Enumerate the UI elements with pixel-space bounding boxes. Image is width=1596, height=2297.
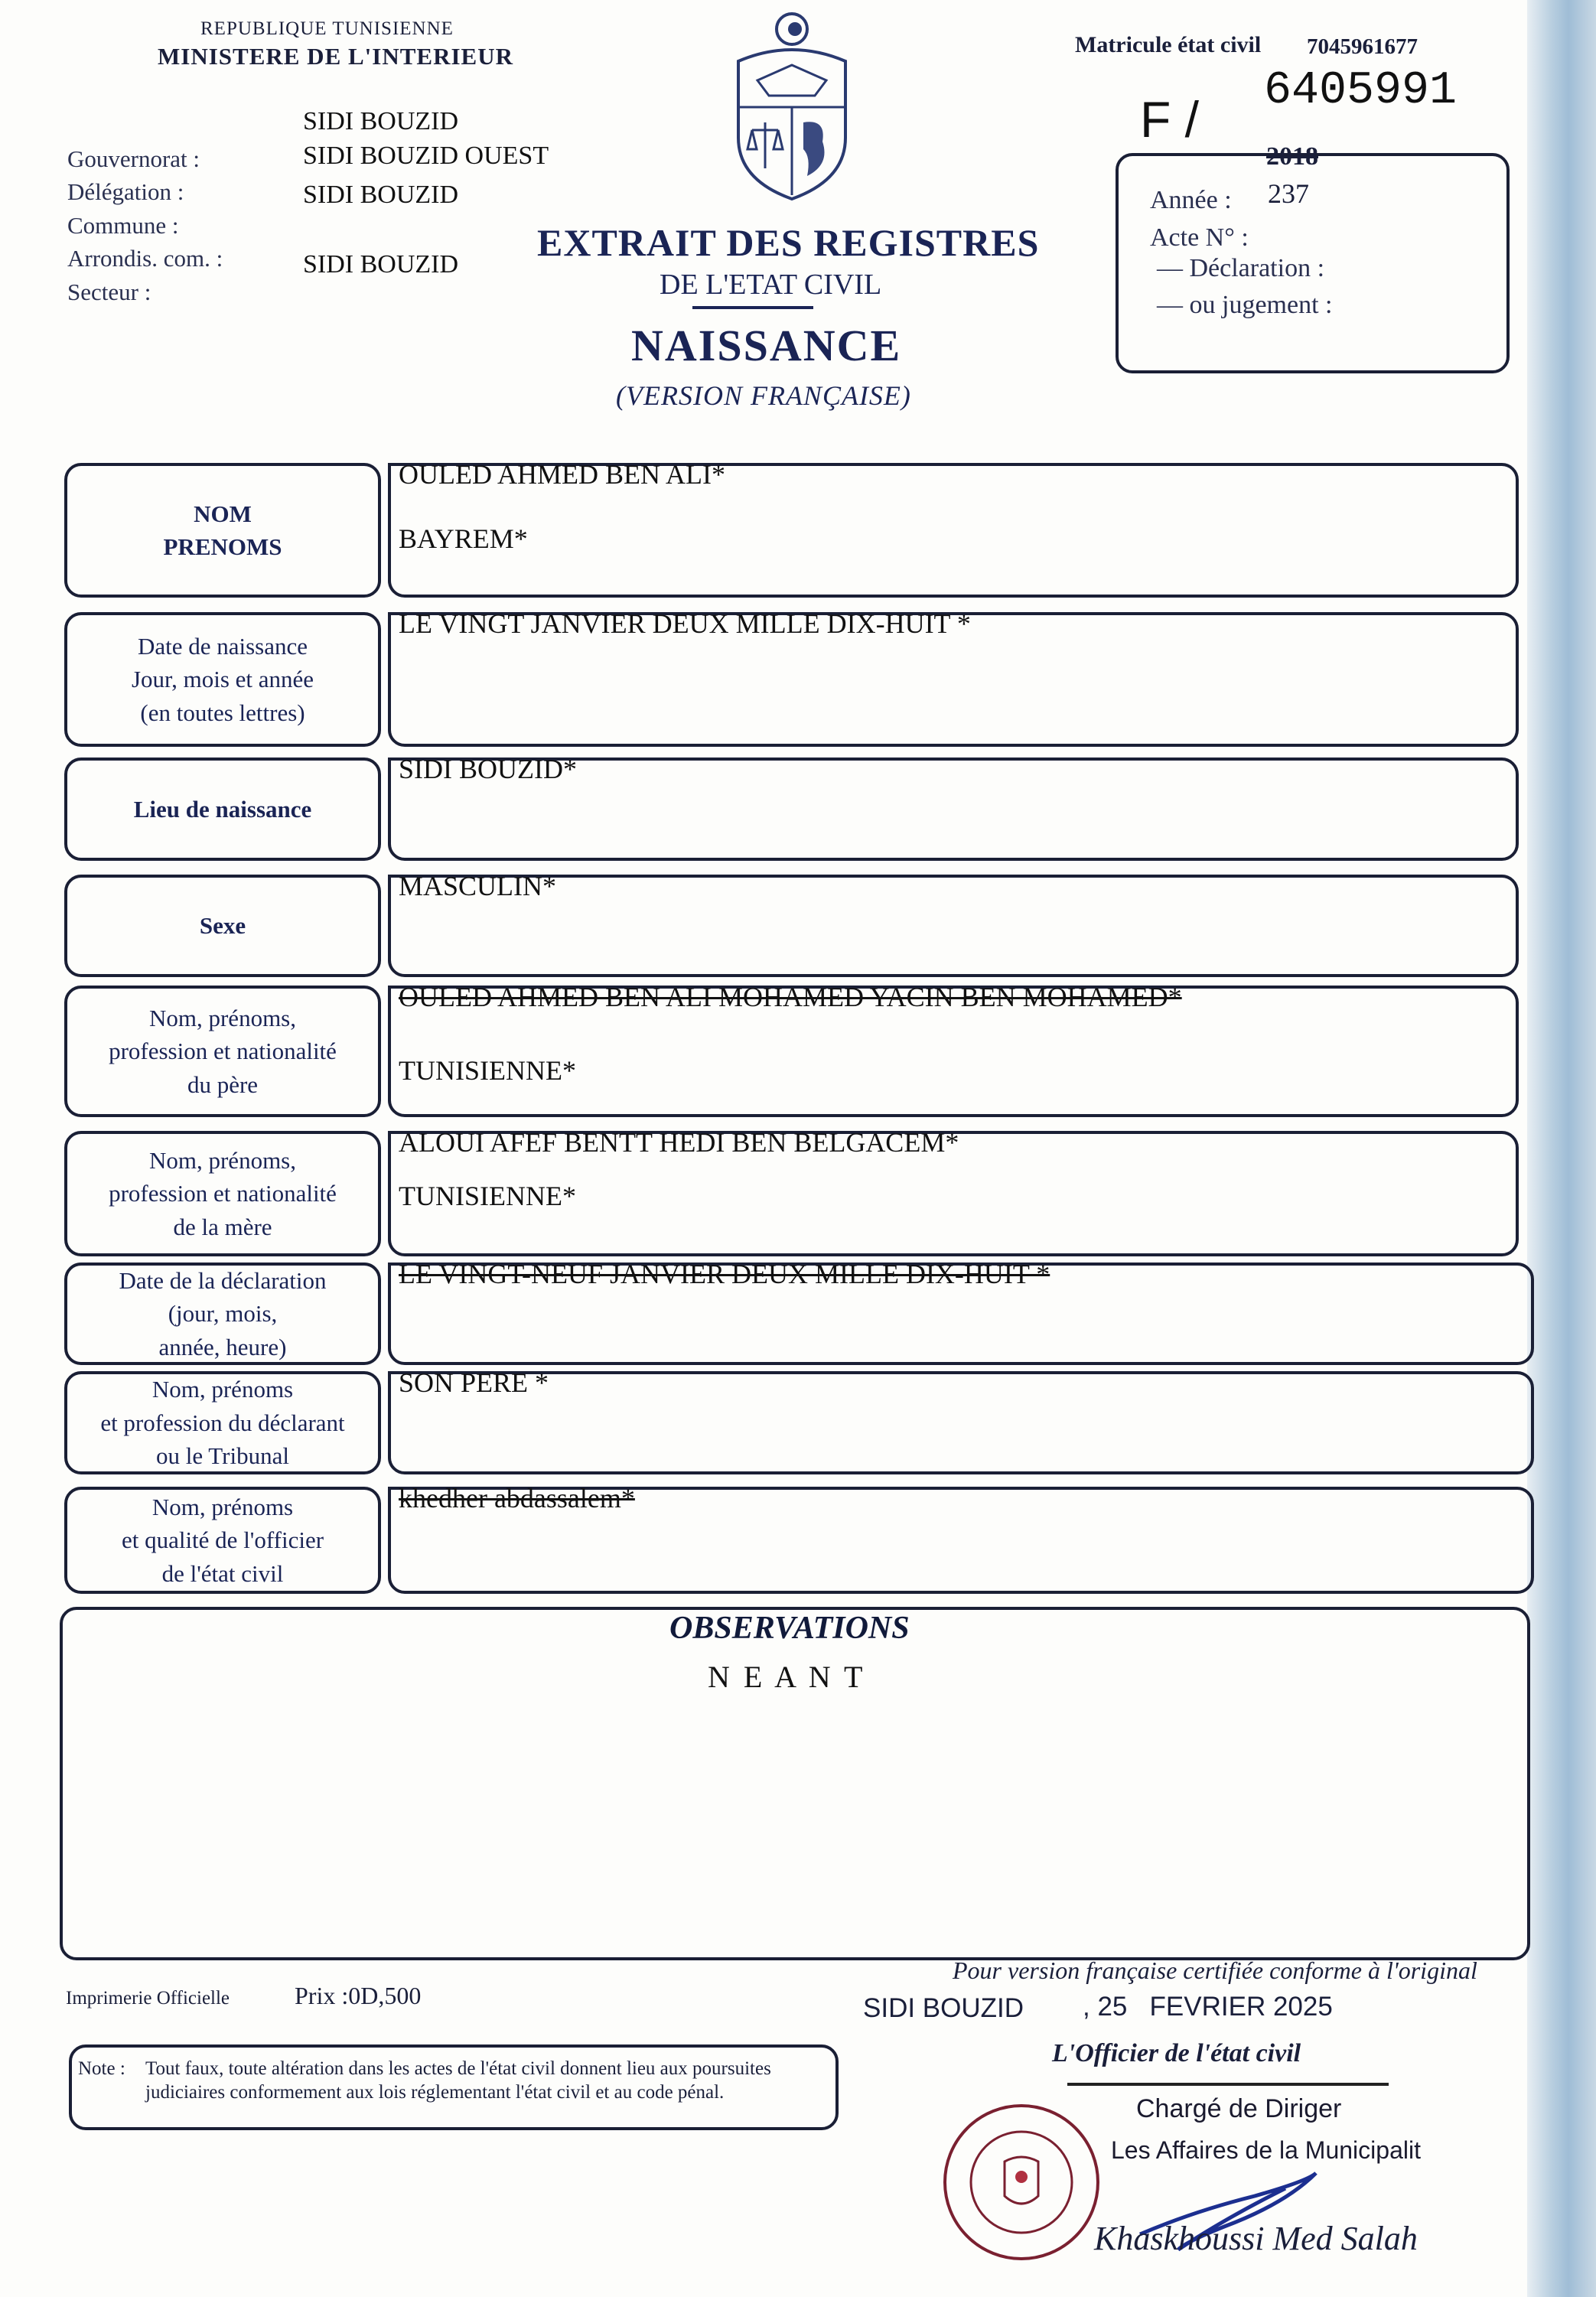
name-label: NOM (194, 500, 252, 527)
coat-of-arms-icon (731, 8, 853, 203)
declaration-date-label: année, heure) (158, 1333, 287, 1360)
date-value: , 25 FEVRIER 2025 (1083, 1992, 1333, 2022)
stamp-name: Khaskhoussi Med Salah (1094, 2220, 1418, 2257)
father-value: TUNISIENNE* (399, 1055, 576, 1086)
birth-place-label-box (64, 758, 381, 861)
declarant-label-box (64, 1371, 381, 1474)
name-label-box (64, 463, 381, 598)
certified-text: Pour version française certifiée conforme à l'original (953, 1957, 1477, 1984)
matricule-value: 7045961677 (1307, 34, 1418, 59)
commune-label: Commune : (67, 212, 179, 239)
officer-label-box (64, 1487, 381, 1594)
mother-value: TUNISIENNE* (399, 1181, 576, 1211)
annee-value: 2018 (1266, 142, 1318, 171)
declarant-label: ou le Tribunal (156, 1442, 289, 1470)
name-value-box (388, 459, 1519, 598)
father-value-box (388, 982, 1519, 1117)
declarant-value: SON PERE * (399, 1367, 549, 1398)
mother-value-box (388, 1127, 1519, 1256)
note-text: Tout faux, toute altération dans les actes de l'état civil donnent lieu aux poursuites judiciaires conformement aux lois réglementant l'état civil et au code pénal. (145, 2058, 771, 2103)
jugement-label: — ou jugement : (1157, 291, 1333, 319)
printer-label: Imprimerie Officielle (66, 1988, 230, 2009)
sex-label-box (64, 875, 381, 977)
stamp-line (1067, 2083, 1389, 2086)
commune-value: SIDI BOUZID (303, 181, 459, 209)
serial-number: 6405991 (1264, 65, 1458, 117)
name-value: BAYREM* (399, 523, 528, 554)
birth-date-value: LE VINGT JANVIER DEUX MILLE DIX-HUIT * (399, 608, 971, 639)
birth-date-label: Date de naissance (137, 632, 308, 660)
declaration-label: — Déclaration : (1157, 254, 1325, 282)
delegation-label: Délégation : (67, 178, 184, 205)
acte-label: Acte N° : (1150, 223, 1249, 252)
sex-value-box (388, 871, 1519, 977)
name-value: OULED AHMED BEN ALI* (399, 459, 725, 490)
officer-title: L'Officier de l'état civil (1052, 2039, 1301, 2067)
declarant-value-box (388, 1367, 1534, 1474)
birth-date-label-box (64, 612, 381, 747)
secteur-label: Secteur : (67, 279, 151, 305)
officer-label: et qualité de l'officier (121, 1526, 324, 1554)
sex-label: Sexe (199, 912, 246, 940)
note-label: Note : (78, 2058, 125, 2079)
paper-edge (1527, 0, 1596, 2297)
name-label: PRENOMS (163, 533, 282, 560)
father-label: Nom, prénoms, (148, 1004, 296, 1031)
title-naissance: NAISSANCE (631, 321, 902, 370)
declaration-date-label: Date de la déclaration (119, 1266, 327, 1294)
matricule-label: Matricule état civil (1075, 32, 1262, 57)
gouvernorat-value: SIDI BOUZID (303, 107, 459, 135)
official-seal-icon (940, 2100, 1104, 2265)
arrondissement-label: Arrondis. com. : (67, 245, 223, 272)
declaration-date-value-box (388, 1259, 1534, 1365)
declaration-date-label-box (64, 1263, 381, 1365)
title-divider (692, 306, 813, 309)
mother-label: profession et nationalité (109, 1180, 337, 1207)
delegation-value: SIDI BOUZID OUEST (303, 142, 549, 170)
serial-prefix: F / (1140, 91, 1199, 148)
birth-date-value-box (388, 608, 1519, 747)
father-label: profession et nationalité (109, 1038, 337, 1065)
ministry-label: MINISTERE DE L'INTERIEUR (158, 43, 513, 70)
stamp-line1: Chargé de Diriger (1136, 2094, 1342, 2123)
declaration-date-value: LE VINGT-NEUF JANVIER DEUX MILLE DIX-HUIT * (399, 1259, 1050, 1289)
arrondissement-value: SIDI BOUZID (303, 250, 459, 279)
republic-label: REPUBLIQUE TUNISIENNE (200, 18, 454, 39)
officer-value: khedher abdassalem* (399, 1483, 635, 1513)
gouvernorat-label: Gouvernorat : (67, 145, 200, 172)
title-etat-civil: DE L'ETAT CIVIL (660, 269, 882, 301)
father-label-box (64, 986, 381, 1117)
officer-label: de l'état civil (161, 1559, 284, 1587)
birth-place-value: SIDI BOUZID* (399, 754, 577, 784)
place-value: SIDI BOUZID (863, 1993, 1024, 2023)
acte-value: 237 (1268, 178, 1309, 209)
declarant-label: Nom, prénoms (151, 1376, 294, 1403)
father-value: OULED AHMED BEN ALI MOHAMED YACIN BEN MOHAMED* (399, 982, 1182, 1012)
birth-date-label: (en toutes lettres) (140, 699, 305, 726)
declarant-label: et profession du déclarant (100, 1409, 345, 1436)
title-version: (VERSION FRANÇAISE) (616, 380, 911, 411)
annee-label: Année : (1150, 186, 1232, 214)
birth-place-label: Lieu de naissance (133, 795, 312, 823)
stamp-line2: Les Affaires de la Municipalit (1111, 2136, 1421, 2164)
mother-label: Nom, prénoms, (148, 1146, 296, 1174)
title-extrait: EXTRAIT DES REGISTRES (537, 221, 1040, 264)
officer-label: Nom, prénoms (151, 1493, 294, 1520)
price-label: Prix :0D,500 (295, 1982, 422, 2009)
mother-value: ALOUI AFEF BENTT HEDI BEN BELGACEM* (399, 1127, 959, 1158)
officer-value-box (388, 1483, 1534, 1594)
sex-value: MASCULIN* (399, 871, 557, 901)
birth-date-label: Jour, mois et année (131, 666, 314, 693)
observations-value: N E A N T (708, 1660, 866, 1694)
observations-title: OBSERVATIONS (669, 1611, 910, 1646)
birth-place-value-box (388, 754, 1519, 861)
mother-label: de la mère (173, 1213, 272, 1240)
declaration-date-label: (jour, mois, (168, 1300, 278, 1328)
mother-label-box (64, 1131, 381, 1256)
father-label: du père (187, 1070, 259, 1098)
